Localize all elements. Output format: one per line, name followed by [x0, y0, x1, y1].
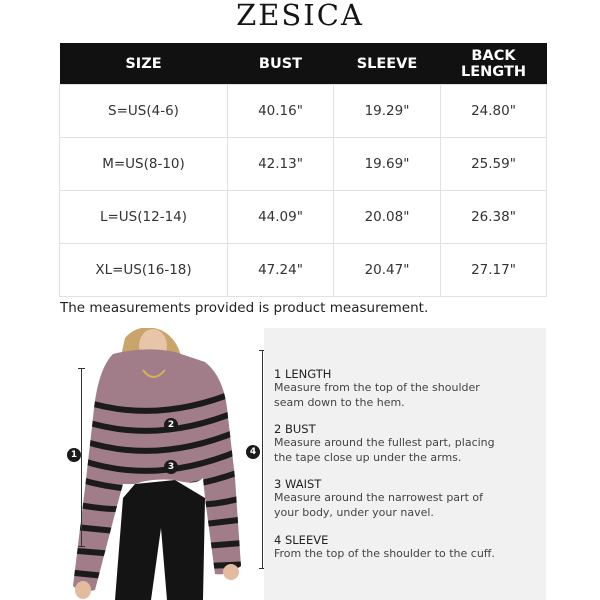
- measure-sleeve: [274, 533, 539, 562]
- table-row: [60, 138, 547, 191]
- table-header-row: [60, 43, 547, 85]
- marker-bust: 2: [164, 418, 178, 432]
- header-size: SIZE: [60, 43, 228, 85]
- header-back-length: BACK LENGTH: [441, 43, 547, 85]
- length-line: [81, 368, 82, 546]
- table-cell: 27.17": [441, 244, 547, 297]
- length-line-top: [78, 368, 85, 369]
- measurement-note: The measurements provided is product measurement.: [60, 300, 429, 316]
- table-cell: 42.13": [228, 138, 334, 191]
- measure-text: From the top of the shoulder to the cuff.: [274, 547, 495, 560]
- table-cell: 19.69": [334, 138, 441, 191]
- table-row: [60, 85, 547, 138]
- measure-title: 2 BUST: [274, 422, 316, 436]
- table-cell: 44.09": [228, 191, 334, 244]
- measure-title: 3 WAIST: [274, 477, 322, 491]
- marker-waist: 3: [164, 460, 178, 474]
- measure-length: [274, 367, 539, 410]
- table-cell: 40.16": [228, 85, 334, 138]
- table-cell: 20.08": [334, 191, 441, 244]
- measure-text: Measure around the narrowest part of your body, under your navel.: [274, 491, 483, 519]
- table-cell: S=US(4-6): [60, 85, 228, 138]
- size-chart-table: [59, 43, 547, 297]
- table-cell: 26.38": [441, 191, 547, 244]
- table-cell: L=US(12-14): [60, 191, 228, 244]
- marker-length: 1: [67, 448, 81, 462]
- marker-sleeve: 4: [246, 445, 260, 459]
- table-cell: 20.47": [334, 244, 441, 297]
- measure-waist: [274, 477, 539, 520]
- table-cell: 24.80": [441, 85, 547, 138]
- measure-text: Measure around the fullest part, placing the tape close up under the arms.: [274, 436, 495, 464]
- table-cell: 19.29": [334, 85, 441, 138]
- measure-title: 4 SLEEVE: [274, 533, 329, 547]
- header-bust: BUST: [228, 43, 334, 85]
- length-line-bottom: [78, 546, 85, 547]
- model-sweater-image: [55, 328, 265, 600]
- sleeve-line: [262, 350, 263, 568]
- measure-title: 1 LENGTH: [274, 367, 332, 381]
- brand-logo: ZESICA: [236, 0, 364, 32]
- measure-bust: [274, 422, 539, 465]
- table-cell: M=US(8-10): [60, 138, 228, 191]
- table-row: [60, 191, 547, 244]
- table-row: [60, 244, 547, 297]
- table-cell: XL=US(16-18): [60, 244, 228, 297]
- header-sleeve: SLEEVE: [334, 43, 441, 85]
- table-cell: 47.24": [228, 244, 334, 297]
- measure-text: Measure from the top of the shoulder seam down to the hem.: [274, 381, 480, 409]
- table-cell: 25.59": [441, 138, 547, 191]
